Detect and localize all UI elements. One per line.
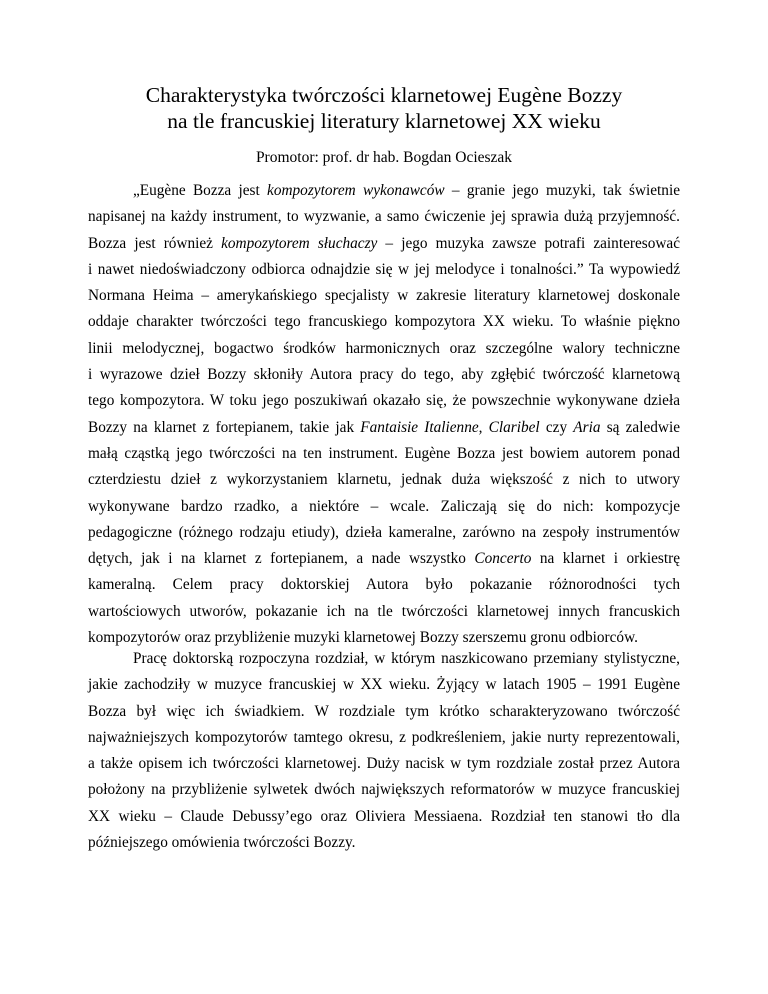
title-line-2: na tle francuskiej literatury klarnetowej XX wieku <box>167 109 601 133</box>
text-line: „Eugène Bozza jest kompozytorem wykonawców – granie jego muzyki, tak świetnie <box>133 182 680 199</box>
promotor-line: Promotor: prof. dr hab. Bogdan Ocieszak <box>255 149 513 166</box>
text-line: wartościowych utworów, pokazanie ich na tle twórczości klarnetowej innych francuskich <box>88 602 680 620</box>
paragraph-2 <box>88 646 680 856</box>
text-line: napisanej na każdy instrument, to wyzwanie, a samo ćwiczenie jej sprawia dużą przyjemność. <box>88 208 680 226</box>
text-line: późniejszego omówienia twórczości Bozzy. <box>88 834 356 852</box>
text-line: kameralną. Celem pracy doktorskiej Autora było pokazanie różnorodności tych <box>88 576 680 594</box>
text-line: najważniejszych kompozytorów tamtego okresu, z podkreśleniem, jakie nurty reprezentowali, <box>88 728 680 746</box>
text-line: linii melodycznej, bogactwo środków harmonicznych oraz szczególne walory techniczne <box>88 339 680 357</box>
text-line: Bozza jest również kompozytorem słuchaczy – jego muzyka zawsze potrafi zainteresować <box>88 234 680 252</box>
document-title <box>0 82 768 134</box>
text-line: tego kompozytora. W toku jego poszukiwań okazało się, że powszechnie wykonywane dzieła <box>88 392 680 410</box>
text-line: Normana Heima – amerykańskiego specjalisty w zakresie literatury klarnetowej doskonale <box>88 287 680 305</box>
text-line: położony na przybliżenie sylwetek dwóch największych reformatorów w muzyce francuskiej <box>88 781 680 799</box>
text-line: kompozytorów oraz przybliżenie muzyki klarnetowej Bozzy szerszemu gronu odbiorców. <box>88 629 638 647</box>
text-line: a także opisem ich twórczości klarnetowej. Duży nacisk w tym rozdziale został przez Autora <box>88 755 680 773</box>
text-line: dętych, jak i na klarnet z fortepianem, a nade wszystko Concerto na klarnet i orkiestrę <box>88 550 680 568</box>
text-line: wykonywane bardzo rzadko, a niektóre – wcale. Zaliczają się do nich: kompozycje <box>88 497 680 515</box>
text-line: i nawet niedoświadczony odbiorca odnajdzie się w jej melodyce i tonalności.” Ta wypowiedź <box>88 260 680 278</box>
title-line-1: Charakterystyka twórczości klarnetowej Eugène Bozzy <box>145 83 623 107</box>
paragraph-1 <box>88 178 680 651</box>
text-line: Bozzy na klarnet z fortepianem, takie jak Fantaisie Italienne, Claribel czy Aria są zaledwie <box>88 418 680 436</box>
text-line: Pracę doktorską rozpoczyna rozdział, w którym naszkicowano przemiany stylistyczne, <box>133 650 680 667</box>
text-line: XX wieku – Claude Debussy’ego oraz Oliviera Messiaena. Rozdział ten stanowi tło dla <box>88 807 680 825</box>
text-line: małą cząstką jego twórczości na ten instrument. Eugène Bozza jest bowiem autorem ponad <box>88 444 680 462</box>
text-line: jakie zachodziły w muzyce francuskiej w XX wieku. Żyjący w latach 1905 – 1991 Eugène <box>88 676 680 694</box>
text-line: oddaje charakter twórczości tego francuskiego kompozytora XX wieku. To właśnie piękno <box>88 313 680 331</box>
text-line: czterdziestu dzieł z wykorzystaniem klarnetu, jednak duża większość z nich to utwory <box>88 471 680 489</box>
text-line: i wyrazowe dzieł Bozzy skłoniły Autora pracy do tego, aby zgłębić twórczość klarnetową <box>88 366 680 384</box>
text-line: Bozza był więc ich świadkiem. W rozdziale tym krótko scharakteryzowano twórczość <box>88 702 680 720</box>
text-line: pedagogiczne (różnego rodzaju etiudy), dzieła kameralne, zarówno na zespoły instrumentów <box>88 523 680 541</box>
